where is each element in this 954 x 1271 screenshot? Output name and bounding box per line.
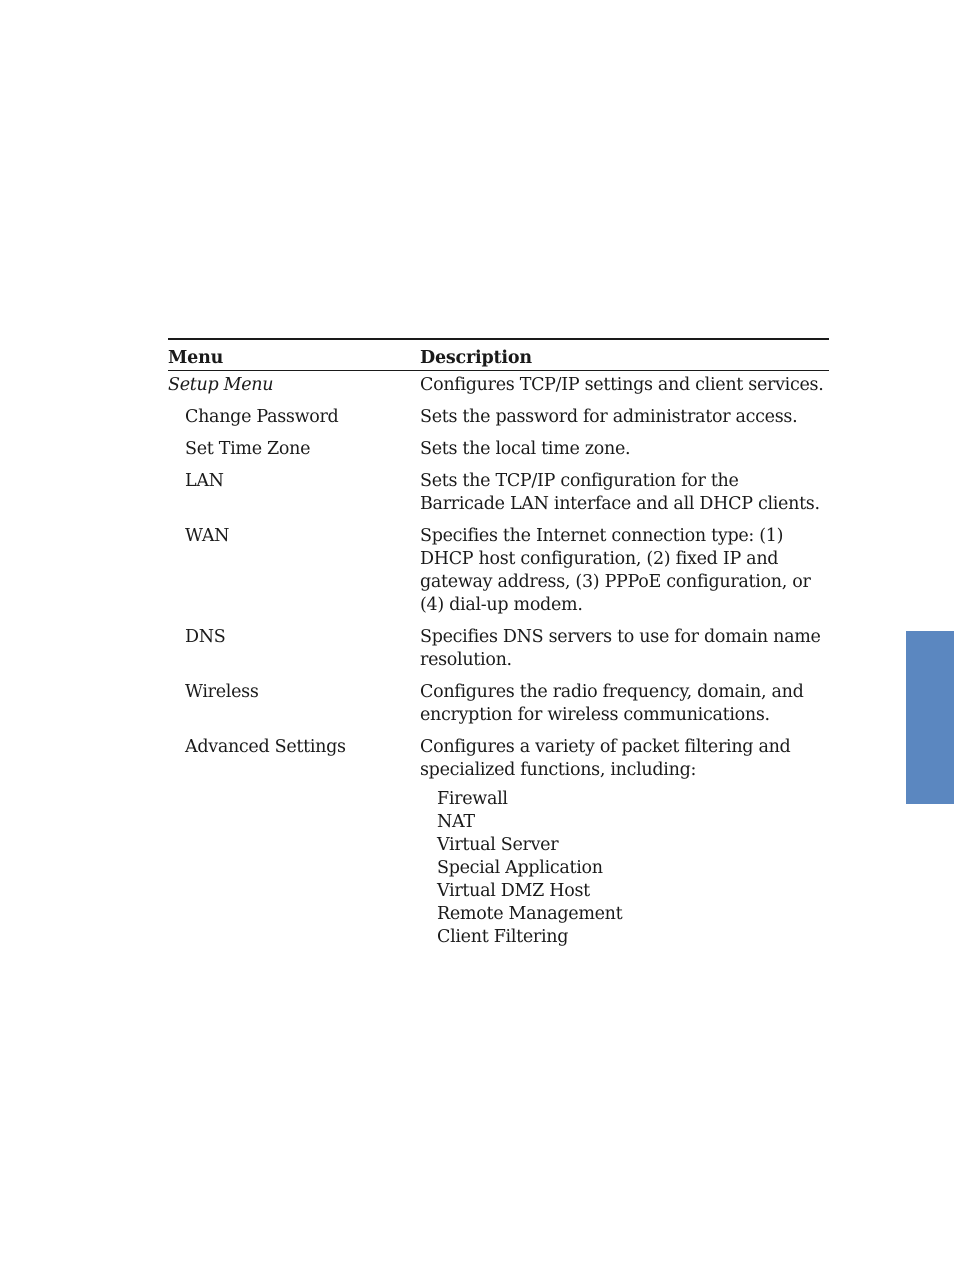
desc-line: Specifies the Internet connection type: (1)	[420, 526, 784, 546]
table-row	[168, 406, 829, 429]
table-row	[168, 626, 829, 672]
list-item: Virtual DMZ Host	[437, 881, 590, 901]
desc-line: resolution.	[420, 650, 512, 670]
list-item: NAT	[437, 812, 475, 832]
menu-wan: WAN	[185, 526, 230, 546]
table-row	[168, 438, 829, 461]
menu-wireless: Wireless	[185, 682, 259, 702]
desc-wan	[420, 525, 829, 617]
desc-set-time-zone: Sets the local time zone.	[420, 439, 631, 459]
menu-change-password: Change Password	[185, 407, 339, 427]
menu-lan: LAN	[185, 471, 224, 491]
menu-set-time-zone: Set Time Zone	[185, 439, 311, 459]
table-row	[168, 681, 829, 727]
chapter-side-tab	[906, 631, 954, 804]
table-header	[168, 340, 829, 371]
menu-dns: DNS	[185, 627, 226, 647]
desc-wireless	[420, 681, 829, 727]
header-menu: Menu	[168, 348, 224, 368]
desc-line: Specifies DNS servers to use for domain name	[420, 627, 821, 647]
desc-setup: Configures TCP/IP settings and client services.	[420, 375, 824, 395]
table-row	[168, 470, 829, 516]
desc-line: Configures the radio frequency, domain, and	[420, 682, 804, 702]
desc-dns	[420, 626, 829, 672]
desc-advanced-settings	[420, 736, 829, 949]
table-row	[168, 525, 829, 617]
desc-line: Configures a variety of packet filtering and	[420, 737, 791, 757]
desc-line: (4) dial-up modem.	[420, 595, 583, 615]
menu-table	[168, 338, 829, 949]
desc-line: Sets the TCP/IP configuration for the	[420, 471, 739, 491]
desc-change-password: Sets the password for administrator access.	[420, 407, 798, 427]
list-item: Firewall	[437, 789, 508, 809]
list-item: Remote Management	[437, 904, 623, 924]
advanced-functions-list	[420, 788, 829, 949]
menu-advanced-settings: Advanced Settings	[185, 737, 346, 757]
desc-line: specialized functions, including:	[420, 760, 697, 780]
table-row	[168, 374, 829, 397]
list-item: Client Filtering	[437, 927, 569, 947]
list-item: Special Application	[437, 858, 603, 878]
desc-line: gateway address, (3) PPPoE configuration, or	[420, 572, 811, 592]
desc-line: Barricade LAN interface and all DHCP clients.	[420, 494, 820, 514]
desc-lan	[420, 470, 829, 516]
header-description: Description	[420, 348, 532, 368]
desc-line: DHCP host configuration, (2) fixed IP and	[420, 549, 779, 569]
list-item: Virtual Server	[437, 835, 559, 855]
desc-line: encryption for wireless communications.	[420, 705, 770, 725]
table-row	[168, 736, 829, 949]
menu-setup: Setup Menu	[168, 375, 274, 395]
